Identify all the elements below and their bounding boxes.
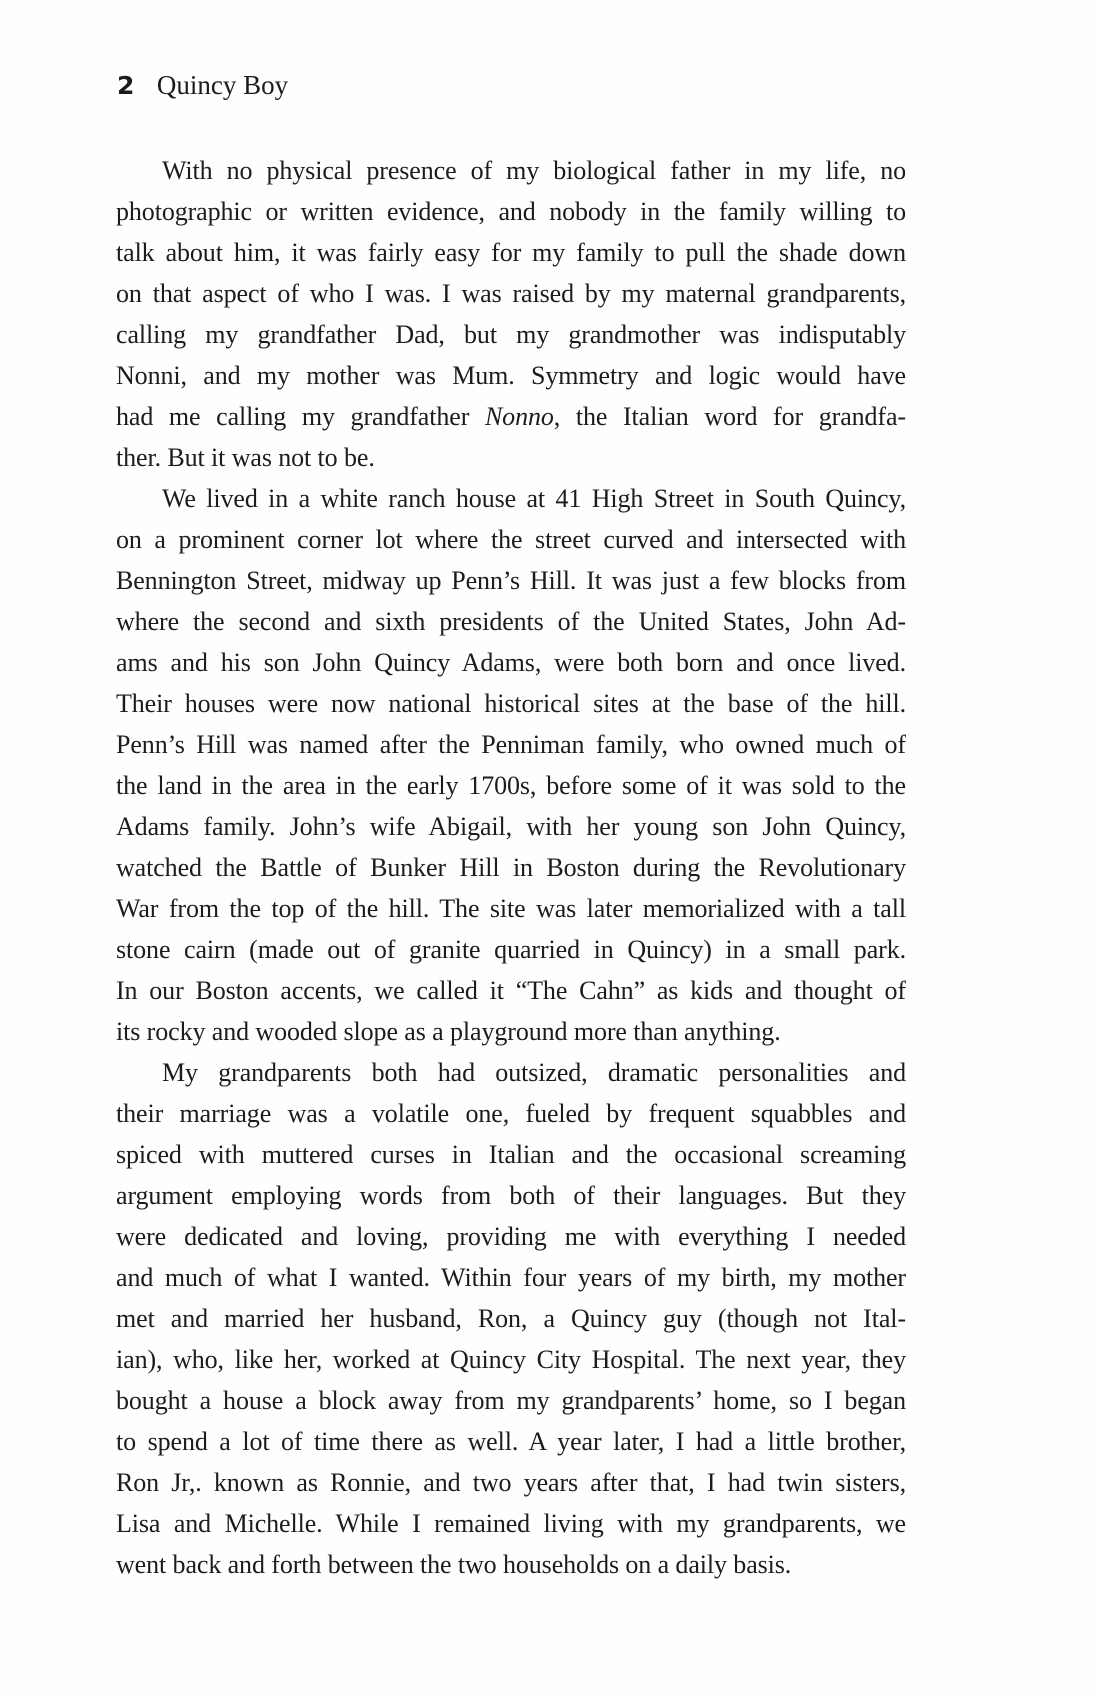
text-line: Their houses were now national historical sites at the base of the hill. — [116, 689, 906, 718]
text-line: With no physical presence of my biological father in my life, no — [162, 156, 906, 185]
text-line: ther. But it was not to be. — [116, 443, 375, 472]
text-line: went back and forth between the two households on a daily basis. — [116, 1550, 792, 1579]
paragraph — [116, 478, 906, 1052]
page-number: 2 — [117, 71, 135, 100]
text-line: ian), who, like her, worked at Quincy City Hospital. The next year, they — [116, 1345, 906, 1374]
text-line: Lisa and Michelle. While I remained living with my grandparents, we — [116, 1509, 906, 1538]
text-line: had me calling my grandfather Nonno, the Italian word for grandfa- — [116, 402, 906, 431]
text-line: In our Boston accents, we called it “The Cahn” as kids and thought of — [116, 976, 906, 1005]
text-line: War from the top of the hill. The site was later memorialized with a tall — [116, 894, 906, 923]
text-line: spiced with muttered curses in Italian and the occasional screaming — [116, 1140, 906, 1169]
text-line: Nonni, and my mother was Mum. Symmetry and logic would have — [116, 361, 906, 390]
paragraph — [116, 1052, 906, 1585]
text-line: their marriage was a volatile one, fueled by frequent squabbles and — [116, 1099, 906, 1128]
text-line: Penn’s Hill was named after the Penniman family, who owned much of — [116, 730, 906, 759]
text-line: Ron Jr,. known as Ronnie, and two years after that, I had twin sisters, — [116, 1468, 906, 1497]
text-line: the land in the area in the early 1700s, before some of it was sold to the — [116, 771, 906, 800]
text-line: stone cairn (made out of granite quarried in Quincy) in a small park. — [116, 935, 906, 964]
text-line: argument employing words from both of their languages. But they — [116, 1181, 906, 1210]
text-line: its rocky and wooded slope as a playground more than anything. — [116, 1017, 781, 1046]
text-line: calling my grandfather Dad, but my grandmother was indisputably — [116, 320, 906, 349]
text-line: and much of what I wanted. Within four years of my birth, my mother — [116, 1263, 906, 1292]
text-line: where the second and sixth presidents of the United States, John Ad- — [116, 607, 906, 636]
text-line: on a prominent corner lot where the street curved and intersected with — [116, 525, 906, 554]
text-line: Adams family. John’s wife Abigail, with her young son John Quincy, — [116, 812, 906, 841]
text-line: My grandparents both had outsized, dramatic personalities and — [162, 1058, 906, 1087]
text-line: to spend a lot of time there as well. A year later, I had a little brother, — [116, 1427, 906, 1456]
text-line: were dedicated and loving, providing me with everything I needed — [116, 1222, 906, 1251]
paragraph — [116, 150, 906, 478]
body-text — [116, 150, 906, 1585]
text-line: bought a house a block away from my grandparents’ home, so I began — [116, 1386, 906, 1415]
running-header — [117, 70, 288, 101]
text-line: on that aspect of who I was. I was raised by my maternal grandparents, — [116, 279, 906, 308]
text-line: We lived in a white ranch house at 41 High Street in South Quincy, — [162, 484, 906, 513]
text-line: photographic or written evidence, and nobody in the family willing to — [116, 197, 906, 226]
text-line: talk about him, it was fairly easy for my family to pull the shade down — [116, 238, 906, 267]
running-title: Quincy Boy — [156, 70, 289, 100]
text-line: watched the Battle of Bunker Hill in Boston during the Revolutionary — [116, 853, 906, 882]
text-line: met and married her husband, Ron, a Quincy guy (though not Ital- — [116, 1304, 906, 1333]
text-line: ams and his son John Quincy Adams, were both born and once lived. — [116, 648, 906, 677]
text-line: Bennington Street, midway up Penn’s Hill. It was just a few blocks from — [116, 566, 906, 595]
